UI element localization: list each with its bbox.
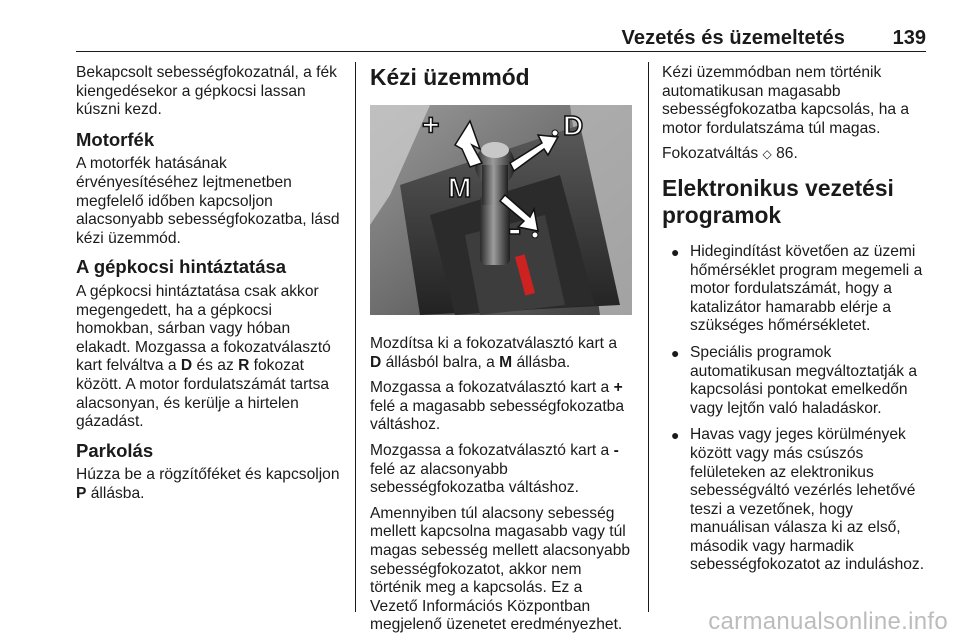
manual-p3 xyxy=(370,442,632,498)
page-reference-icon: ◇ xyxy=(762,147,772,162)
gear-selector-photo xyxy=(370,105,632,315)
header-rule xyxy=(76,51,926,52)
text-run: és az xyxy=(192,357,239,375)
heading-hintaztatas: A gépkocsi hintáztatása xyxy=(76,256,287,278)
column-divider-1 xyxy=(355,62,356,612)
column-left xyxy=(76,64,348,510)
column-right xyxy=(662,64,930,583)
text-run: Mozgassa a fokozatválasztó kart a xyxy=(370,379,614,397)
text-run: állásba. xyxy=(86,484,145,502)
text-run: Húzza be a rögzítőféket és kapcsoljon xyxy=(76,466,340,484)
bold-m: M xyxy=(499,353,513,371)
text-run: fokozat között. A motor fordulatszámát tartsa alacsonyan, és kerülje a hirtelen gázadást. xyxy=(76,357,330,431)
bold-d: D xyxy=(180,357,193,375)
bold-d: D xyxy=(370,353,382,371)
column-middle xyxy=(370,64,632,642)
text-run: Mozdítsa ki a fokozatválasztó kart a xyxy=(370,335,618,352)
text-run: felé az alacsonyabb sebességfokozatba váltáshoz. xyxy=(370,460,579,497)
header-title: Vezetés és üzemeltetés xyxy=(621,27,845,49)
heading-parkolas: Parkolás xyxy=(76,439,154,461)
motorfek-paragraph: A motorfék hatásának érvényesítéséhez lejtmenetben megfelelő időben kapcsoljon alacsonyabb sebességfokozatba, lásd kézi üzemmód. xyxy=(76,155,340,247)
intro-paragraph: Bekapcsolt sebességfokozatnál, a fék kiengedésekor a gépkocsi lassan kúszni kezd. xyxy=(76,64,337,119)
text-run: felé a magasabb sebességfokozatba váltáshoz. xyxy=(370,397,625,434)
heading-elektronikus-programok: Elektronikus vezetési programok xyxy=(662,174,894,228)
image-label-m: M xyxy=(448,172,472,203)
bullet-icon: ● xyxy=(671,243,680,260)
list-item-text: Speciális programok automatikusan megváltoztatják a kapcsolási pontokat emelkedőn vagy lejtőn való haladáskor. xyxy=(690,343,918,417)
list-item-text: Hidegindítást követően az üzemi hőmérséklet program megemeli a motor fordulatszámát, hogy a katalizátor hamarabb elérje a szükséges hőmérsékletet. xyxy=(690,242,923,335)
text-run: állásból balra, a xyxy=(381,353,500,371)
hintaztatas-paragraph xyxy=(76,283,348,432)
text-run: A gépkocsi hintáztatása csak akkor megengedett, ha a gépkocsi homokban, sárban vagy hóban elakadt. Mozgassa a fokozatválasztó kart felváltva a xyxy=(76,282,331,375)
watermark: carmanualsonline.info xyxy=(708,608,948,635)
list-item xyxy=(662,243,930,336)
column-divider-2 xyxy=(648,62,649,612)
text-run: Fokozatváltás xyxy=(662,145,763,163)
heading-motorfek: Motorfék xyxy=(76,128,155,150)
page-header xyxy=(0,0,960,52)
image-label-d: D xyxy=(563,110,584,141)
bullet-icon: ● xyxy=(671,344,680,361)
image-label-plus: + xyxy=(422,109,440,142)
parkolas-paragraph xyxy=(76,466,348,503)
bullet-icon: ● xyxy=(671,427,680,444)
page-number: 139 xyxy=(892,27,926,49)
text-run: állásba. xyxy=(512,353,571,371)
list-item xyxy=(662,426,930,575)
manual-note-paragraph: Kézi üzemmódban nem történik automatikusan magasabb sebességfokozatba kapcsolás, ha a motor fordulatszáma túl magas. xyxy=(662,64,910,137)
heading-kezi-uzemmod: Kézi üzemmód xyxy=(370,64,530,90)
text-run: Mozgassa a fokozatválasztó kart a xyxy=(370,441,614,459)
bold-minus: - xyxy=(613,441,619,459)
manual-p2 xyxy=(370,379,632,435)
page-reference-number: 86. xyxy=(771,145,798,163)
image-label-minus: - xyxy=(508,207,522,251)
manual-p4: Amennyiben túl alacsony sebesség mellett kapcsolna magasabb vagy túl magas sebesség mellett alacsonyabb sebességfokozatot, akkor nem történik meg a kapcsolás. Ez a Vezető Információs Központban megjelenő üzenetet eredményezhet. xyxy=(370,504,631,634)
list-item xyxy=(662,344,930,418)
manual-p1 xyxy=(370,335,632,372)
list-item-text: Havas vagy jeges körülmények között vagy más csúszós felületeken az elektronikus sebességváltó vezérlés lehetővé teszi a vezetőnek, hogy manuálisan válasza ki az első, második vagy harmadik sebességfokozatot az induláshoz. xyxy=(690,426,925,574)
bold-plus: + xyxy=(613,379,623,397)
gear-shift-reference xyxy=(662,145,930,164)
bold-r: R xyxy=(238,357,250,375)
bold-p: P xyxy=(76,484,87,502)
program-list xyxy=(662,243,930,575)
